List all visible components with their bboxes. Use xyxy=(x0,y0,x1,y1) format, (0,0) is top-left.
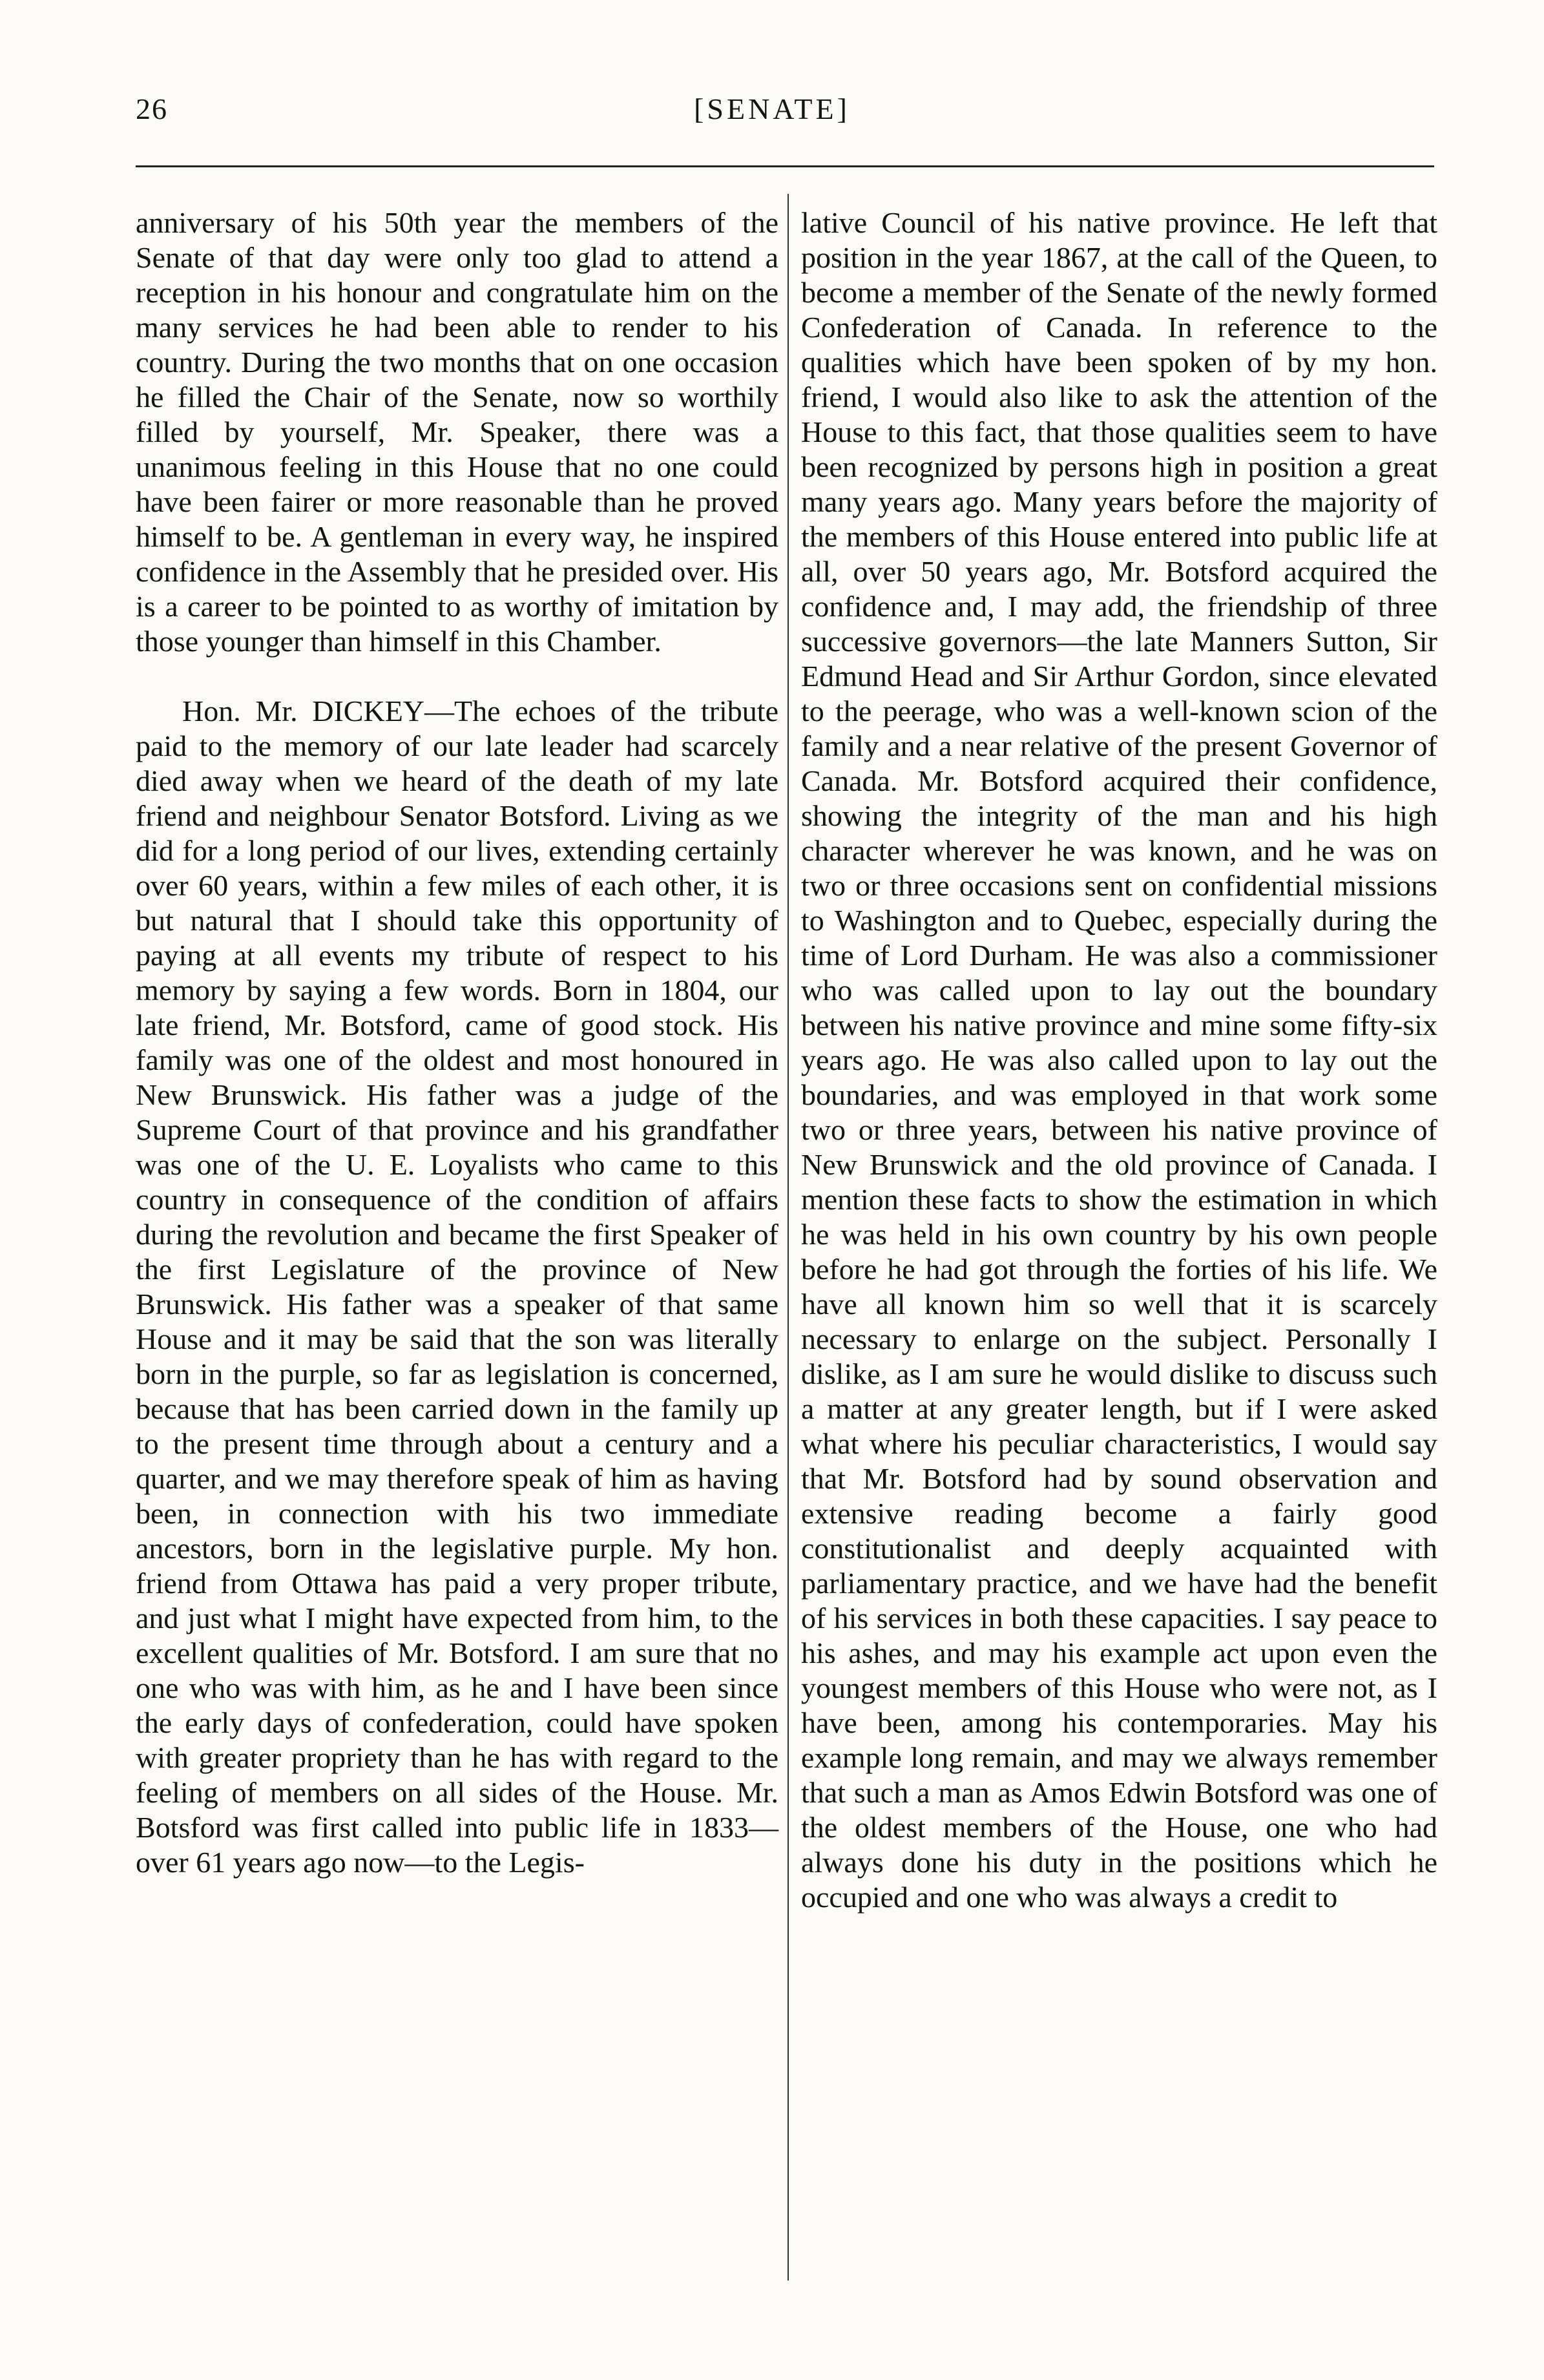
page-header xyxy=(0,0,1544,129)
paragraph-dickey-speech: Hon. Mr. DICKEY—The echoes of the tribute paid to the memory of our late leader had scarcely died away when we heard of the death of my late friend and neighbour Senator Botsford. Living as we did for a long period of our lives, extending certainly over 60 years, within a few miles of each other, it is but natural that I should take this opportunity of paying at all events my tribute of respect to his memory by saying a few words. Born in 1804, our late friend, Mr. Botsford, came of good stock. His family was one of the oldest and most honoured in New Brunswick. His father was a judge of the Supreme Court of that province and his grandfather was one of the U. E. Loyalists who came to this country in consequence of the condition of affairs during the revolution and became the first Speaker of the first Legislature of the province of New Brunswick. His father was a speaker of that same House and it may be said that the son was literally born in the purple, so far as legislation is concerned, because that has been carried down in the family up to the present time through about a century and a quarter, and we may therefore speak of him as having been, in connection with his two immediate ancestors, born in the legislative purple. My hon. friend from Ottawa has paid a very proper tribute, and just what I might have expected from him, to the excellent qualities of Mr. Botsford. I am sure that no one who was with him, as he and I have been since the early days of confederation, could have spoken with greater propriety than he has with regard to the feeling of members on all sides of the House. Mr. Botsford was first called into public life in 1833—over 61 years ago now—to the Legis- xyxy=(136,694,778,1879)
running-head: [SENATE] xyxy=(694,92,850,125)
paragraph-continuation: anniversary of his 50th year the members of the Senate of that day were only too glad to attend a reception in his honour and congratulate him on the many services he had been able to render to his country. During the two months that on one occasion he filled the Chair of the Senate, now so worthily filled by yourself, Mr. Speaker, there was a unanimous feeling in this House that no one could have been fairer or more reasonable than he proved himself to be. A gentleman in every way, he inspired confidence in the Assembly that he presided over. His is a career to be pointed to as worthy of imitation by those younger than himself in this Chamber. xyxy=(136,206,778,658)
column-divider xyxy=(788,194,789,2281)
left-column xyxy=(136,205,778,1880)
page-number: 26 xyxy=(136,92,168,125)
paragraph-speech-continued: lative Council of his native province. He left that position in the year 1867, at the call of the Queen, to become a member of the Senate of the newly formed Confederation of Canada. In reference to the qualities which have been spoken of by my hon. friend, I would also like to ask the attention of the House to this fact, that those qualities seem to have been recognized by persons high in position a great many years ago. Many years before the majority of the members of this House entered into public life at all, over 50 years ago, Mr. Botsford acquired the confidence and, I may add, the friendship of three successive governors—the late Manners Sutton, Sir Edmund Head and Sir Arthur Gordon, since elevated to the peerage, who was a well-known scion of the family and a near relative of the present Governor of Canada. Mr. Botsford acquired their confidence, showing the integrity of the man and his high character wherever he was known, and he was on two or three occasions sent on confidential missions to Washington and to Quebec, especially during the time of Lord Durham. He was also a commissioner who was called upon to lay out the boundary between his native province and mine some fifty-six years ago. He was also called upon to lay out the boundaries, and was employed in that work some two or three years, between his native province of New Brunswick and the old province of Canada. I mention these facts to show the estimation in which he was held in his own country by his own people before he had got through the forties of his life. We have all known him so well that it is scarcely necessary to enlarge on the subject. Personally I dislike, as I am sure he would dislike to discuss such a matter at any greater length, but if I were asked what where his peculiar characteristics, I would say that Mr. Botsford had by sound observation and extensive reading become a fairly good constitutionalist and deeply acquainted with parliamentary practice, and we have had the benefit of his services in both these capacities. I say peace to his ashes, and may his example act upon even the youngest members of this House who were not, as I have been, among his contemporaries. May his example long remain, and may we always remember that such a man as Amos Edwin Botsford was one of the oldest members of the House, one who had always done his duty in the positions which he occupied and one who was always a credit to xyxy=(801,206,1437,1914)
right-column xyxy=(801,205,1437,1915)
header-rule xyxy=(136,165,1434,167)
